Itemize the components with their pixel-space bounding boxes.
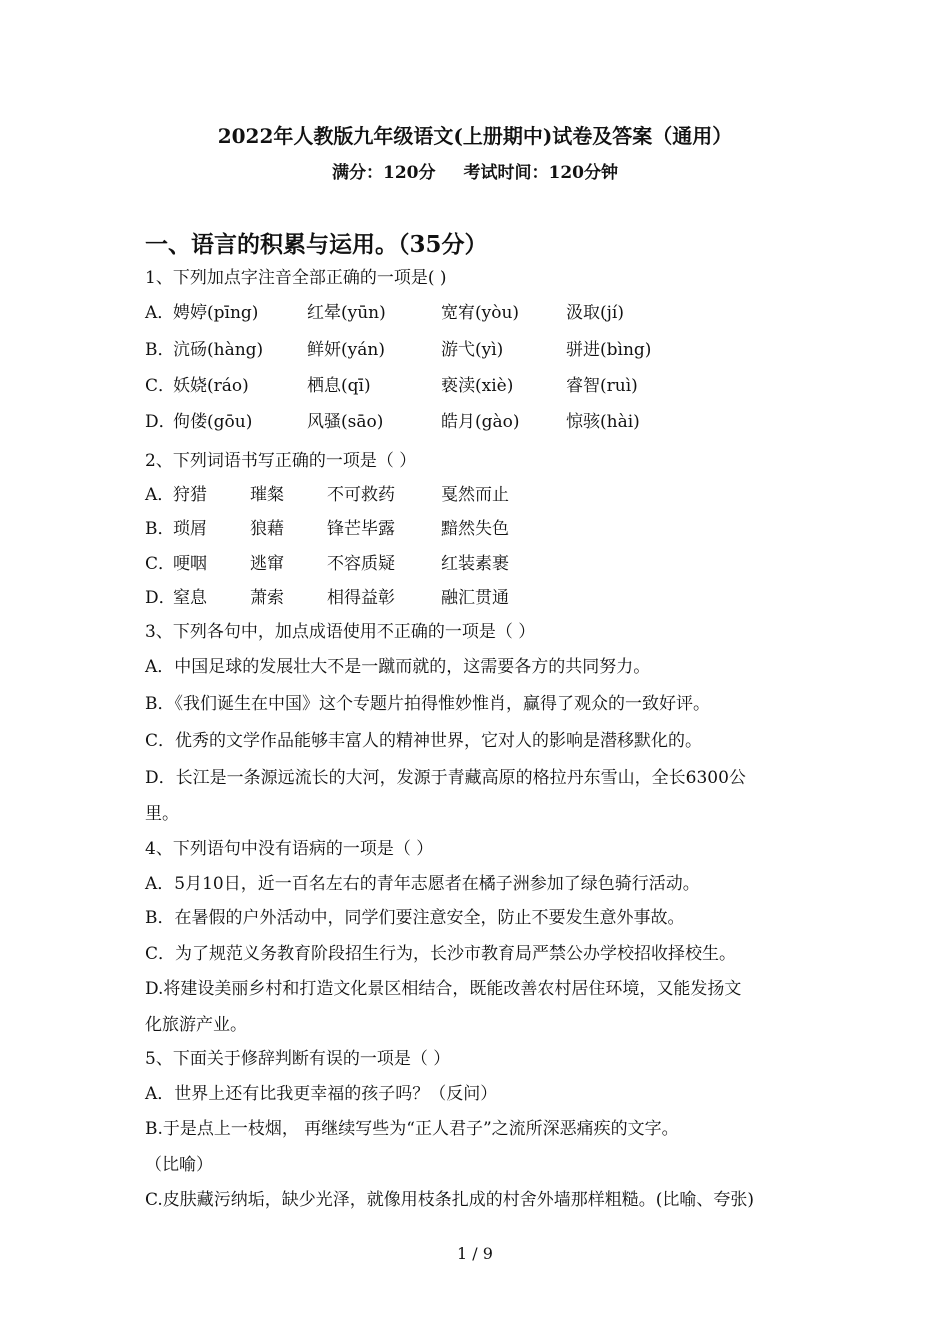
q5-option-a: A．世界上还有比我更幸福的孩子吗？（反问） <box>145 1084 498 1104</box>
q3-option-d-line1: D．长江是一条源远流长的大河，发源于青藏高原的格拉丹东雪山，全长6300公 <box>145 768 746 788</box>
exam-time: 考试时间：120分钟 <box>463 163 618 183</box>
page-number: 1 / 9 <box>457 1244 493 1263</box>
q3-option-d-line2: 里。 <box>145 804 179 824</box>
q4-option-a: A．5月10日，近一百名左右的青年志愿者在橘子洲参加了绿色骑行活动。 <box>145 874 700 894</box>
document-title: 2022年人教版九年级语文(上册期中)试卷及答案（通用） <box>217 124 733 148</box>
q4-option-d-line2: 化旅游产业。 <box>145 1015 247 1035</box>
q3-option-b: B．《我们诞生在中国》这个专题片拍得惟妙惟肖，赢得了观众的一致好评。 <box>145 694 710 714</box>
question-3-stem: 3、下列各句中，加点成语使用不正确的一项是（ ） <box>145 622 536 642</box>
q3-option-a: A．中国足球的发展壮大不是一蹴而就的，这需要各方的共同努力。 <box>145 657 651 677</box>
question-5-stem: 5、下面关于修辞判断有误的一项是（ ） <box>145 1049 451 1069</box>
question-2-stem: 2、下列词语书写正确的一项是（ ） <box>145 451 417 471</box>
exam-info <box>0 158 950 183</box>
full-score: 满分：120分 <box>332 163 436 183</box>
question-1-stem: 1、下列加点字注音全部正确的一项是( ) <box>145 268 447 288</box>
q5-option-b-line1: B.于是点上一枝烟， 再继续写些为“正人君子”之流所深恶痛疾的文字。 <box>145 1119 679 1139</box>
question-4-stem: 4、下列语句中没有语病的一项是（ ） <box>145 839 434 859</box>
q4-option-d-line1: D.将建设美丽乡村和打造文化景区相结合，既能改善农村居住环境，又能发扬文 <box>145 979 742 999</box>
q3-option-c: C．优秀的文学作品能够丰富人的精神世界，它对人的影响是潜移默化的。 <box>145 731 703 751</box>
section-heading: 一、语言的积累与运用。（35分） <box>145 231 488 258</box>
q4-option-b: B．在暑假的户外活动中，同学们要注意安全，防止不要发生意外事故。 <box>145 908 685 928</box>
q5-option-c: C.皮肤藏污纳垢，缺少光泽，就像用枝条扎成的村舍外墙那样粗糙。(比喻、夸张) <box>145 1190 755 1210</box>
q5-option-b-line2: （比喻） <box>145 1155 213 1175</box>
q4-option-c: C．为了规范义务教育阶段招生行为，长沙市教育局严禁公办学校招收择校生。 <box>145 944 737 964</box>
